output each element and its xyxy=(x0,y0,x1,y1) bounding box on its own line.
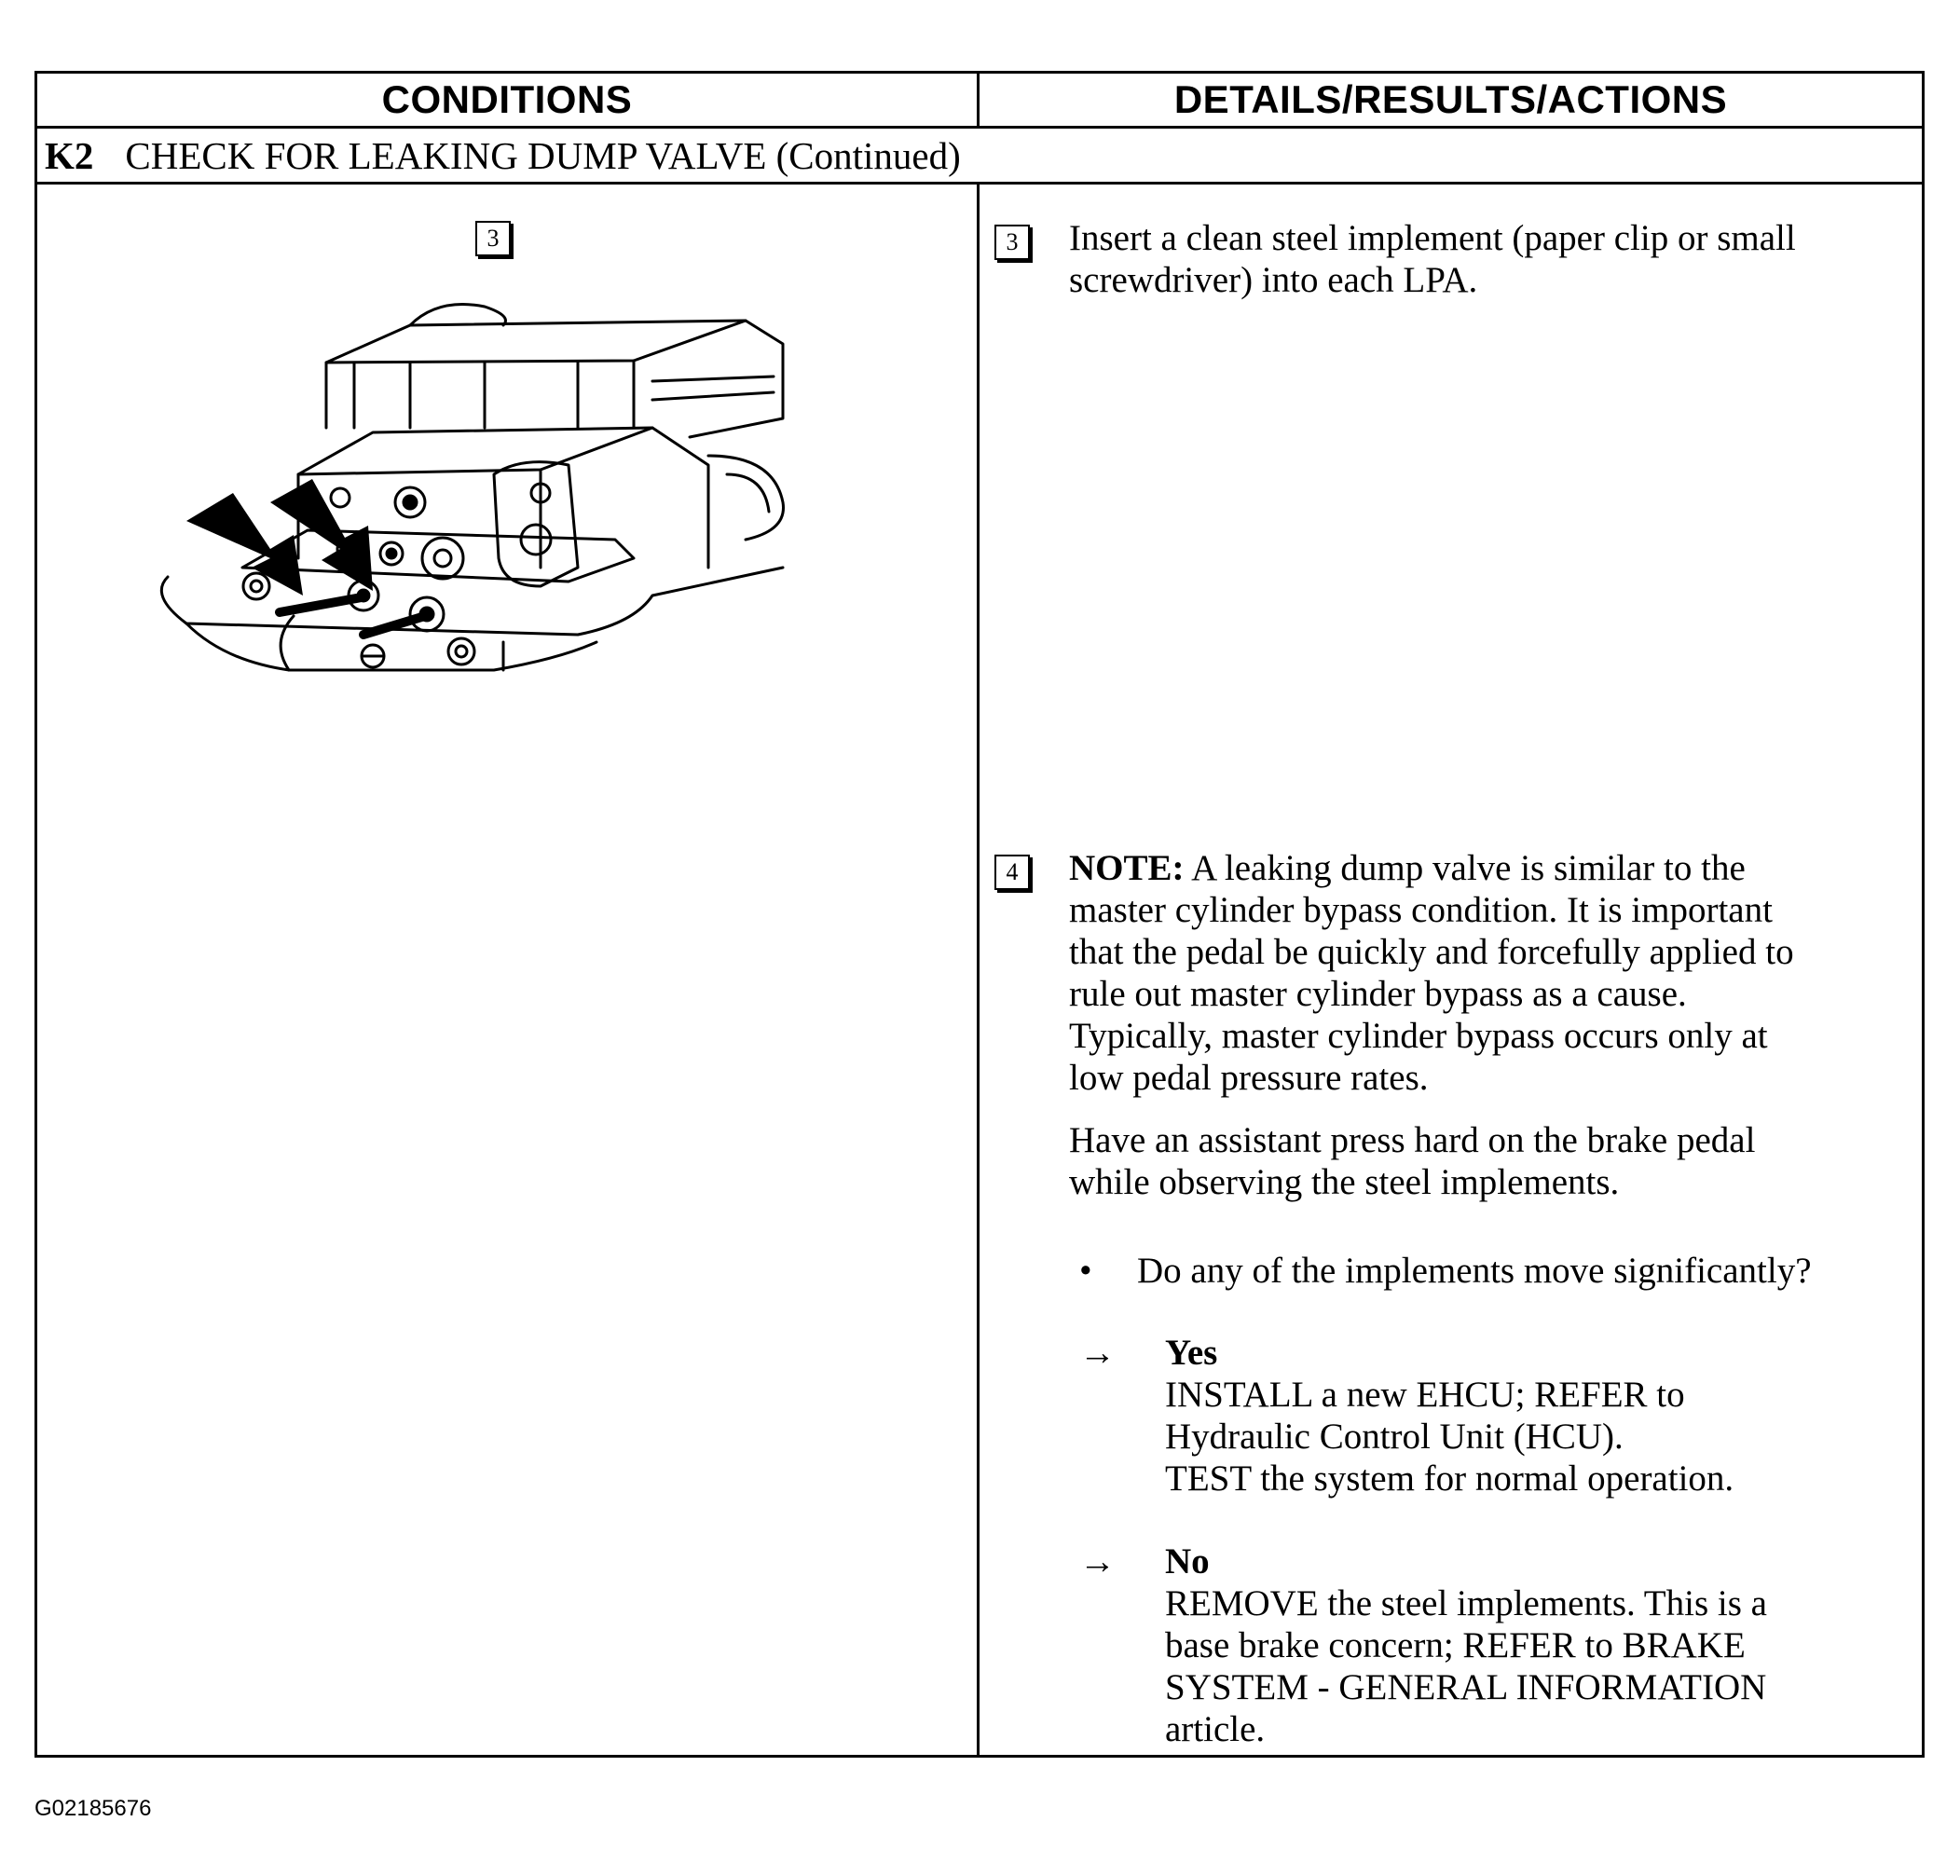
no-line: SYSTEM - GENERAL INFORMATION xyxy=(1165,1667,1767,1707)
no-line: article. xyxy=(1165,1709,1266,1749)
step4-note xyxy=(1069,847,1926,1099)
no-line: base brake concern; REFER to BRAKE xyxy=(1165,1625,1746,1665)
yes-line: Hydraulic Control Unit (HCU). xyxy=(1165,1417,1624,1457)
note-label: NOTE: xyxy=(1069,848,1185,888)
note-line: Typically, master cylinder bypass occurs only at xyxy=(1069,1016,1768,1056)
left-step-box: 3 xyxy=(475,221,511,256)
body-column-divider xyxy=(977,185,980,1758)
step3-text: Insert a clean steel implement (paper clip or small screwdriver) into each LPA. xyxy=(1069,218,1796,300)
yes-branch xyxy=(1165,1332,1920,1499)
step4-box: 4 xyxy=(994,855,1030,890)
header-divider xyxy=(37,126,1922,129)
details-header: DETAILS/RESULTS/ACTIONS xyxy=(1173,77,1728,121)
step3-box: 3 xyxy=(994,225,1030,260)
procedure-table xyxy=(34,71,1925,1758)
note-line: rule out master cylinder bypass as a cause. xyxy=(1069,974,1687,1014)
yes-line: INSTALL a new EHCU; REFER to xyxy=(1165,1375,1685,1415)
yes-label: Yes xyxy=(1165,1333,1218,1373)
bullet-marker: • xyxy=(1079,1251,1092,1291)
section-title-row xyxy=(45,130,961,182)
note-line: master cylinder bypass condition. It is important xyxy=(1069,890,1773,930)
conditions-header: CONDITIONS xyxy=(381,77,633,121)
no-line: REMOVE the steel implements. This is a xyxy=(1165,1583,1767,1623)
figure-id: G02185676 xyxy=(34,1796,152,1821)
section-divider xyxy=(37,182,1922,185)
yes-line: TEST the system for normal operation. xyxy=(1165,1458,1734,1499)
instruction-line: while observing the steel implements. xyxy=(1069,1162,1620,1202)
question-text: Do any of the implements move significantly? xyxy=(1137,1251,1812,1291)
no-label: No xyxy=(1165,1541,1210,1582)
instruction-line: Have an assistant press hard on the brake pedal xyxy=(1069,1120,1756,1160)
note-line: low pedal pressure rates. xyxy=(1069,1058,1429,1098)
abs-unit-illustration xyxy=(130,288,839,679)
section-title: CHECK FOR LEAKING DUMP VALVE (Continued) xyxy=(125,134,961,177)
note-line: A leaking dump valve is similar to the xyxy=(1191,848,1746,888)
note-line: that the pedal be quickly and forcefully applied to xyxy=(1069,932,1794,972)
no-arrow-icon: → xyxy=(1079,1541,1116,1582)
section-code: K2 xyxy=(45,134,94,177)
no-branch xyxy=(1165,1541,1920,1750)
step4-instruction xyxy=(1069,1119,1926,1203)
yes-arrow-icon: → xyxy=(1079,1333,1116,1373)
header-column-divider xyxy=(977,74,980,126)
